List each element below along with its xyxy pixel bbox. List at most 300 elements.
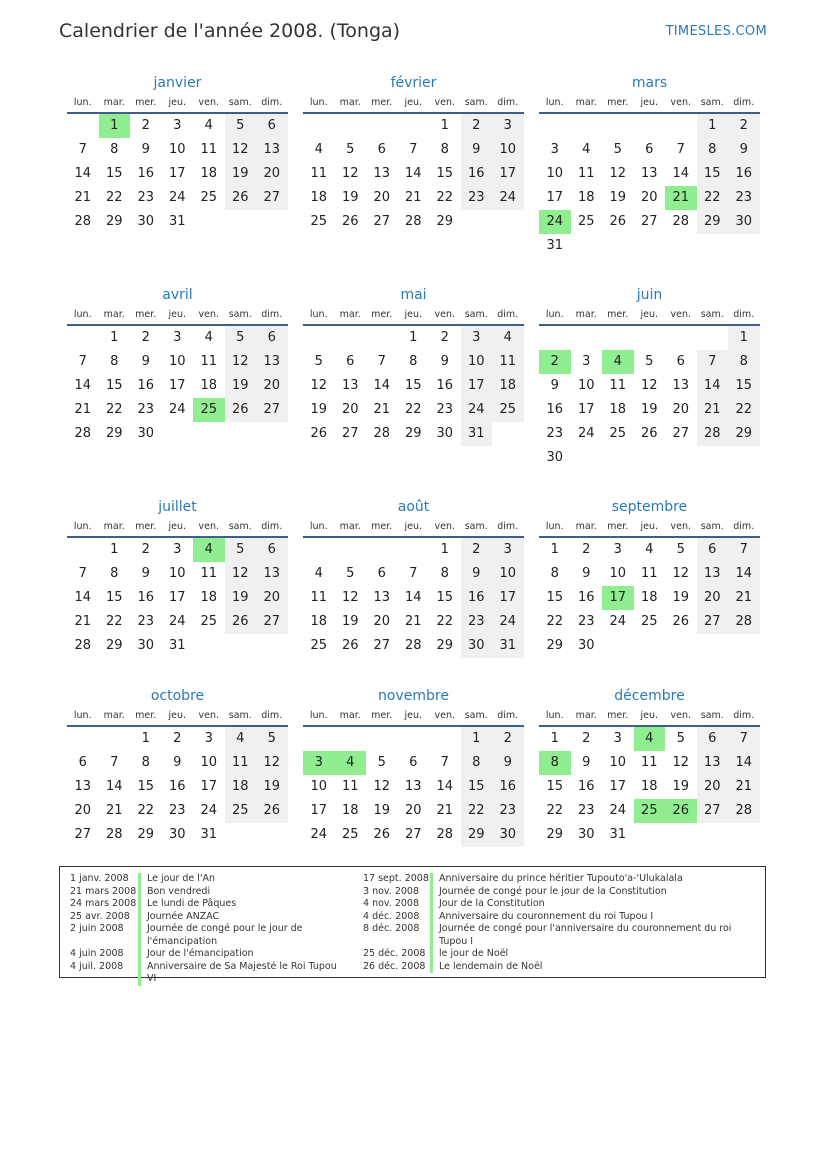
day-cell: 28: [105, 827, 123, 842]
day-cell: 11: [200, 354, 218, 369]
weekday-label: sam.: [464, 309, 488, 320]
day-cell: 29: [728, 422, 760, 446]
day-cell: 6: [256, 114, 288, 138]
day-cell: 8: [110, 142, 119, 157]
day-cell: 27: [256, 186, 288, 210]
day-cell: 3: [613, 731, 622, 746]
weekday-label: dim.: [261, 309, 283, 320]
day-cell: 17: [609, 779, 627, 794]
weekday-label: ven.: [434, 710, 455, 721]
day-cell: 4: [314, 566, 323, 581]
day-cell: 18: [200, 166, 218, 181]
day-cell: 24: [168, 190, 186, 205]
day-cell: 10: [609, 755, 627, 770]
weekday-label: sam.: [464, 521, 488, 532]
day-cell: 15: [461, 775, 493, 799]
weekday-label: jeu.: [404, 521, 423, 532]
day-cell: 31: [546, 238, 564, 253]
weekday-label: mar.: [575, 521, 597, 532]
weekday-header: [303, 707, 524, 727]
day-cell: 3: [613, 542, 622, 557]
weekday-header: [539, 306, 760, 326]
day-cell: 29: [697, 210, 729, 234]
day-cell: 27: [373, 214, 391, 229]
day-grid: [67, 326, 288, 446]
weekday-label: ven.: [434, 521, 455, 532]
day-cell: 18: [225, 775, 257, 799]
legend-holiday-name: Jour de l'émancipation: [138, 948, 347, 961]
day-grid: [303, 727, 524, 847]
day-cell: 19: [225, 162, 257, 186]
day-cell: 7: [409, 566, 418, 581]
day-cell: 12: [672, 755, 690, 770]
day-cell: 22: [461, 799, 493, 823]
day-cell: 25: [640, 614, 658, 629]
weekday-label: jeu.: [168, 710, 187, 721]
day-cell: 11: [225, 751, 257, 775]
weekday-label: mer.: [371, 710, 393, 721]
day-cell: 7: [676, 142, 685, 157]
day-cell: 19: [373, 803, 391, 818]
weekday-label: dim.: [261, 521, 283, 532]
holiday-cell: 25: [634, 799, 666, 823]
weekday-label: mar.: [575, 97, 597, 108]
weekday-header: [303, 306, 524, 326]
empty-cell: [67, 538, 99, 562]
day-cell: 10: [168, 142, 186, 157]
month-name: juillet: [158, 499, 197, 515]
day-cell: 10: [310, 779, 328, 794]
weekday-label: dim.: [733, 710, 755, 721]
day-grid: [539, 326, 760, 470]
month-name: décembre: [614, 688, 685, 704]
day-cell: 27: [697, 799, 729, 823]
day-cell: 21: [728, 775, 760, 799]
day-cell: 11: [609, 378, 627, 393]
day-cell: 10: [492, 562, 524, 586]
empty-cell: [67, 727, 99, 751]
day-cell: 21: [74, 190, 92, 205]
holiday-cell: 26: [665, 799, 697, 823]
legend-holiday-name: Journée ANZAC: [138, 911, 347, 924]
day-cell: 16: [137, 378, 155, 393]
day-cell: 16: [436, 378, 454, 393]
empty-cell: [539, 114, 571, 138]
day-cell: 6: [256, 538, 288, 562]
day-cell: 27: [341, 426, 359, 441]
legend-date: 26 déc. 2008: [363, 960, 426, 972]
day-cell: 27: [256, 610, 288, 634]
day-cell: 22: [697, 186, 729, 210]
weekday-label: ven.: [670, 710, 691, 721]
day-cell: 21: [436, 803, 454, 818]
day-cell: 25: [200, 614, 218, 629]
day-cell: 30: [137, 214, 155, 229]
legend-holiday-name: Bon vendredi: [138, 886, 347, 899]
day-cell: 1: [110, 542, 119, 557]
weekday-label: mar.: [339, 97, 361, 108]
legend-date: 25 déc. 2008: [363, 948, 426, 959]
legend-date: 1 janv. 2008: [70, 873, 129, 884]
day-cell: 5: [314, 354, 323, 369]
day-cell: 9: [582, 755, 591, 770]
legend-date: 21 mars 2008: [70, 885, 137, 897]
day-cell: 16: [577, 590, 595, 605]
weekday-label: mer.: [607, 521, 629, 532]
day-cell: 29: [105, 426, 123, 441]
weekday-label: dim.: [733, 521, 755, 532]
day-cell: 20: [697, 586, 729, 610]
day-cell: 13: [256, 138, 288, 162]
day-cell: 16: [546, 402, 564, 417]
day-cell: 15: [105, 590, 123, 605]
weekday-label: dim.: [497, 309, 519, 320]
holiday-cell: 4: [634, 727, 666, 751]
day-cell: 22: [546, 614, 564, 629]
day-cell: 30: [546, 450, 564, 465]
weekday-label: ven.: [434, 97, 455, 108]
day-cell: 16: [492, 775, 524, 799]
day-cell: 15: [436, 166, 454, 181]
day-cell: 4: [582, 142, 591, 157]
day-cell: 9: [492, 751, 524, 775]
day-cell: 13: [640, 166, 658, 181]
day-cell: 18: [609, 402, 627, 417]
weekday-label: dim.: [261, 97, 283, 108]
day-cell: 19: [310, 402, 328, 417]
day-cell: 11: [640, 566, 658, 581]
legend-row: [70, 911, 350, 924]
day-grid: [303, 326, 524, 446]
day-cell: 15: [728, 374, 760, 398]
day-cell: 16: [577, 779, 595, 794]
legend-row: [363, 886, 753, 899]
day-cell: 7: [728, 727, 760, 751]
day-cell: 30: [492, 823, 524, 847]
day-cell: 30: [168, 827, 186, 842]
day-cell: 28: [436, 827, 454, 842]
day-cell: 18: [310, 190, 328, 205]
day-cell: 30: [728, 210, 760, 234]
day-cell: 14: [373, 378, 391, 393]
day-cell: 22: [105, 402, 123, 417]
day-cell: 29: [436, 214, 454, 229]
day-cell: 3: [173, 542, 182, 557]
day-cell: 18: [200, 378, 218, 393]
month-name: octobre: [150, 688, 205, 704]
day-cell: 24: [168, 614, 186, 629]
day-cell: 2: [440, 330, 449, 345]
day-cell: 14: [404, 166, 422, 181]
day-cell: 23: [577, 803, 595, 818]
legend-holiday-name: le jour de Noël: [430, 948, 739, 961]
day-cell: 31: [168, 214, 186, 229]
day-cell: 28: [373, 426, 391, 441]
day-cell: 14: [697, 374, 729, 398]
day-cell: 16: [461, 162, 493, 186]
day-cell: 25: [200, 190, 218, 205]
day-cell: 12: [640, 378, 658, 393]
weekday-label: dim.: [497, 710, 519, 721]
legend-row: [70, 923, 350, 948]
day-cell: 6: [676, 354, 685, 369]
day-cell: 3: [550, 142, 559, 157]
month-name: avril: [162, 287, 193, 303]
holiday-cell: 21: [665, 186, 697, 210]
day-cell: 8: [461, 751, 493, 775]
weekday-label: sam.: [700, 521, 724, 532]
day-cell: 10: [609, 566, 627, 581]
day-cell: 8: [409, 354, 418, 369]
day-cell: 6: [409, 755, 418, 770]
day-cell: 8: [110, 354, 119, 369]
day-cell: 2: [141, 118, 150, 133]
day-cell: 15: [105, 378, 123, 393]
empty-cell: [366, 538, 398, 562]
day-cell: 15: [546, 779, 564, 794]
weekday-label: mer.: [135, 97, 157, 108]
weekday-label: lun.: [545, 521, 564, 532]
day-cell: 11: [200, 566, 218, 581]
weekday-label: mer.: [135, 521, 157, 532]
day-cell: 21: [373, 402, 391, 417]
day-cell: 26: [373, 827, 391, 842]
weekday-header: [303, 94, 524, 114]
day-cell: 17: [310, 803, 328, 818]
day-cell: 6: [377, 566, 386, 581]
day-cell: 24: [609, 614, 627, 629]
day-cell: 4: [204, 330, 213, 345]
day-cell: 26: [640, 426, 658, 441]
day-cell: 23: [137, 402, 155, 417]
day-cell: 8: [110, 566, 119, 581]
day-grid: [67, 114, 288, 234]
legend-holiday-name: Anniversaire de Sa Majesté le Roi Tupou VI: [138, 961, 347, 986]
day-cell: 23: [577, 614, 595, 629]
day-cell: 6: [697, 727, 729, 751]
weekday-label: jeu.: [404, 97, 423, 108]
day-cell: 13: [697, 562, 729, 586]
month-name: novembre: [378, 688, 449, 704]
day-grid: [539, 538, 760, 658]
day-cell: 6: [697, 538, 729, 562]
day-cell: 18: [640, 779, 658, 794]
legend-date: 25 avr. 2008: [70, 910, 130, 922]
day-cell: 21: [404, 190, 422, 205]
month-11: [539, 685, 760, 847]
weekday-label: ven.: [670, 97, 691, 108]
day-cell: 9: [550, 378, 559, 393]
legend-date: 4 juin 2008: [70, 948, 124, 959]
day-cell: 7: [78, 142, 87, 157]
day-cell: 5: [256, 727, 288, 751]
holiday-cell: 4: [602, 350, 634, 374]
weekday-label: ven.: [434, 309, 455, 320]
day-cell: 19: [672, 590, 690, 605]
day-cell: 19: [672, 779, 690, 794]
empty-cell: [602, 326, 634, 350]
day-cell: 20: [256, 162, 288, 186]
day-cell: 20: [256, 374, 288, 398]
day-cell: 21: [74, 614, 92, 629]
day-cell: 29: [546, 638, 564, 653]
month-name: septembre: [611, 499, 688, 515]
day-cell: 9: [173, 755, 182, 770]
month-8: [539, 496, 760, 658]
day-cell: 9: [141, 566, 150, 581]
day-cell: 14: [436, 779, 454, 794]
weekday-label: jeu.: [168, 309, 187, 320]
day-cell: 19: [225, 586, 257, 610]
day-cell: 24: [492, 186, 524, 210]
holiday-cell: 2: [539, 350, 571, 374]
day-cell: 24: [200, 803, 218, 818]
day-cell: 29: [436, 638, 454, 653]
weekday-label: jeu.: [640, 309, 659, 320]
day-cell: 13: [373, 590, 391, 605]
day-cell: 10: [168, 354, 186, 369]
weekday-header: [539, 707, 760, 727]
day-cell: 20: [74, 803, 92, 818]
month-1: [303, 72, 524, 234]
legend-holiday-name: Journée de congé pour le jour de l'émancipation: [138, 923, 347, 948]
day-cell: 12: [341, 166, 359, 181]
day-cell: 28: [74, 214, 92, 229]
legend-row: [363, 898, 753, 911]
holiday-cell: 17: [602, 586, 634, 610]
day-cell: 19: [341, 190, 359, 205]
day-cell: 3: [492, 114, 524, 138]
weekday-label: lun.: [73, 710, 92, 721]
day-cell: 2: [728, 114, 760, 138]
holiday-cell: 1: [99, 114, 131, 138]
holiday-cell: 4: [193, 538, 225, 562]
legend-row: [363, 948, 753, 961]
day-cell: 28: [404, 214, 422, 229]
weekday-label: mer.: [371, 521, 393, 532]
weekday-label: sam.: [228, 710, 252, 721]
day-cell: 29: [137, 827, 155, 842]
day-cell: 30: [137, 638, 155, 653]
day-cell: 29: [105, 214, 123, 229]
day-cell: 20: [672, 402, 690, 417]
month-name: août: [397, 499, 430, 515]
weekday-header: [303, 518, 524, 538]
day-cell: 4: [204, 118, 213, 133]
brand-link[interactable]: TIMESLES.COM: [665, 24, 767, 39]
weekday-label: lun.: [309, 521, 328, 532]
day-cell: 18: [640, 590, 658, 605]
weekday-label: mer.: [607, 97, 629, 108]
day-cell: 11: [200, 142, 218, 157]
day-cell: 22: [436, 614, 454, 629]
day-cell: 21: [404, 614, 422, 629]
day-cell: 16: [168, 779, 186, 794]
day-cell: 14: [74, 166, 92, 181]
day-cell: 15: [404, 378, 422, 393]
day-cell: 18: [492, 374, 524, 398]
legend-date: 4 déc. 2008: [363, 910, 420, 922]
day-cell: 18: [310, 614, 328, 629]
legend-row: [70, 873, 350, 886]
empty-cell: [634, 114, 666, 138]
legend-row: [363, 911, 753, 924]
day-cell: 26: [225, 610, 257, 634]
day-cell: 22: [404, 402, 422, 417]
weekday-header: [539, 518, 760, 538]
legend-row: [70, 961, 350, 986]
weekday-label: lun.: [73, 521, 92, 532]
day-cell: 24: [461, 398, 493, 422]
day-cell: 12: [225, 138, 257, 162]
weekday-label: dim.: [497, 521, 519, 532]
day-cell: 22: [137, 803, 155, 818]
day-cell: 1: [461, 727, 493, 751]
weekday-label: ven.: [670, 309, 691, 320]
weekday-label: sam.: [700, 97, 724, 108]
day-cell: 16: [461, 586, 493, 610]
day-cell: 6: [377, 142, 386, 157]
day-cell: 12: [609, 166, 627, 181]
day-cell: 5: [676, 542, 685, 557]
day-cell: 27: [373, 638, 391, 653]
day-cell: 11: [310, 590, 328, 605]
day-cell: 12: [310, 378, 328, 393]
empty-cell: [99, 727, 131, 751]
day-cell: 16: [137, 166, 155, 181]
day-grid: [303, 538, 524, 658]
weekday-label: jeu.: [640, 97, 659, 108]
day-cell: 26: [256, 799, 288, 823]
day-cell: 12: [225, 562, 257, 586]
holiday-cell: 25: [193, 398, 225, 422]
holiday-legend: [59, 866, 766, 984]
day-cell: 31: [492, 634, 524, 658]
holiday-cell: 8: [539, 751, 571, 775]
day-cell: 8: [728, 350, 760, 374]
day-cell: 17: [461, 374, 493, 398]
day-cell: 21: [105, 803, 123, 818]
month-5: [539, 284, 760, 470]
weekday-label: ven.: [670, 521, 691, 532]
legend-holiday-name: Le lendemain de Noël: [430, 961, 739, 974]
day-cell: 30: [577, 827, 595, 842]
empty-cell: [335, 538, 367, 562]
day-cell: 12: [373, 779, 391, 794]
weekday-label: mer.: [371, 309, 393, 320]
weekday-label: dim.: [497, 97, 519, 108]
empty-cell: [634, 326, 666, 350]
day-cell: 28: [697, 422, 729, 446]
weekday-label: sam.: [228, 309, 252, 320]
weekday-label: jeu.: [168, 97, 187, 108]
day-cell: 27: [640, 214, 658, 229]
day-cell: 13: [697, 751, 729, 775]
day-cell: 8: [141, 755, 150, 770]
day-cell: 22: [546, 803, 564, 818]
weekday-label: lun.: [545, 309, 564, 320]
day-cell: 12: [672, 566, 690, 581]
day-cell: 19: [341, 614, 359, 629]
weekday-label: mar.: [339, 710, 361, 721]
day-cell: 12: [225, 350, 257, 374]
day-cell: 27: [404, 827, 422, 842]
page-title: Calendrier de l'année 2008. (Tonga): [59, 20, 401, 42]
empty-cell: [665, 326, 697, 350]
day-cell: 13: [256, 350, 288, 374]
day-cell: 15: [697, 162, 729, 186]
day-cell: 1: [728, 326, 760, 350]
